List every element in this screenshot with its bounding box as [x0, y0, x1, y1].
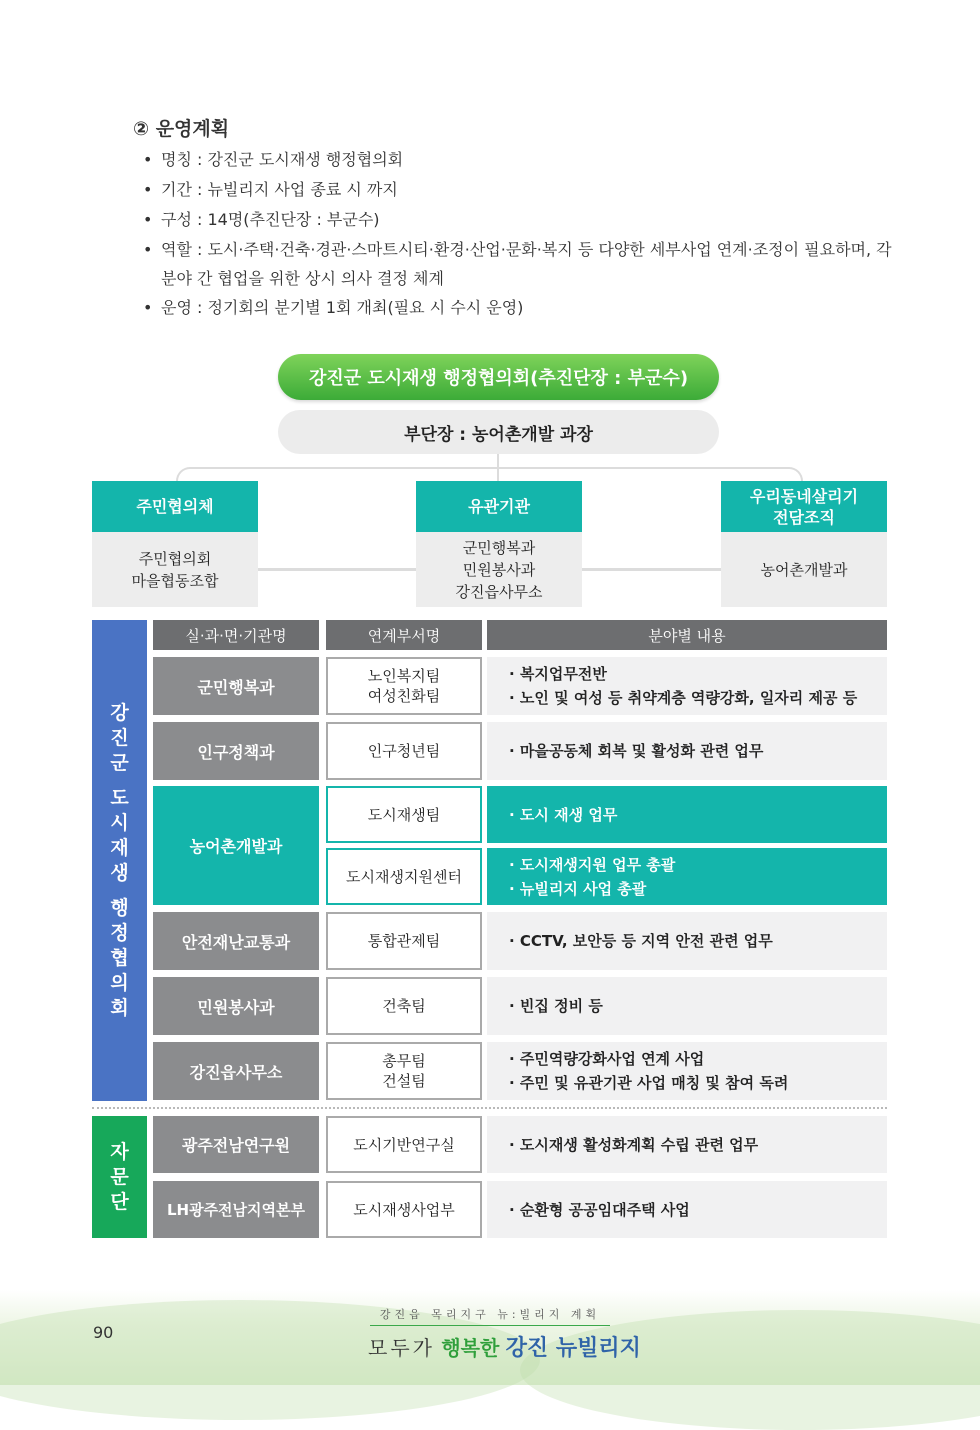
org-cell: LH광주전남지역본부: [153, 1181, 319, 1238]
content-cell: [487, 657, 887, 715]
member-item: 마을협동조합: [131, 571, 219, 590]
org-cell: 군민행복과: [153, 657, 319, 715]
dept-name: 건설팀: [382, 1072, 426, 1090]
side-char: 진: [110, 726, 129, 749]
content-line: · 순환형 공공임대주택 사업: [509, 1200, 690, 1219]
bullet-role: • 역할 : 도시·주택·건축·경관·스마트시티·환경·산업·문화·복지 등 다양한 세부사업 연계·조정이 필요하며, 각 분야 간 협업을 위한 상시 의사 결정 체계: [143, 235, 893, 293]
side-label-council: [92, 620, 147, 1101]
connector-arc: [176, 467, 803, 481]
side-char: 정: [110, 921, 129, 944]
side-char: 생: [110, 861, 129, 884]
dept-cell: [326, 722, 482, 780]
member-item: 강진읍사무소: [455, 582, 543, 601]
content-line: · 도시재생 활성화계획 수립 관련 업무: [509, 1135, 759, 1154]
group-dedicated-org-title: [721, 481, 887, 532]
dept-name: 통합관제팀: [367, 932, 441, 950]
org-cell-highlight: 농어촌개발과: [153, 786, 319, 905]
content-cell: [487, 912, 887, 970]
content-cell-highlight: [487, 848, 887, 905]
side-char: 단: [110, 1190, 129, 1213]
dept-cell: [326, 1042, 482, 1100]
group-dedicated-org-members: [721, 532, 887, 607]
col-header-org: 실·과·면·기관명: [153, 620, 319, 650]
dept-name: 도시재생사업부: [353, 1200, 455, 1219]
group-title-line: 우리동네살리기: [749, 486, 859, 506]
content-line: · 뉴빌리지 사업 총괄: [509, 879, 647, 898]
org-cell: 강진읍사무소: [153, 1042, 319, 1100]
page-number: 90: [93, 1323, 114, 1342]
bullet-operation: • 운영 : 정기회의 분기별 1회 개최(필요 시 수시 운영): [143, 293, 893, 323]
dept-name: 노인복지팀: [367, 667, 441, 685]
group-related-agency-members: [416, 532, 582, 607]
dept-cell: [326, 912, 482, 970]
connector-left: [258, 568, 416, 571]
col-header-dept: 연계부서명: [326, 620, 482, 650]
content-line: · 도시재생지원 업무 총괄: [509, 855, 676, 874]
group-related-agency-title: 유관기관: [416, 481, 582, 532]
content-line: · 노인 및 여성 등 취약계층 역량강화, 일자리 제공 등: [509, 689, 858, 707]
dept-name: 도시재생팀: [367, 805, 441, 824]
side-char: 군: [110, 751, 129, 774]
dept-cell: [326, 786, 482, 843]
content-cell: [487, 977, 887, 1035]
content-cell: [487, 722, 887, 780]
connector-right: [582, 568, 721, 571]
dept-name: 도시기반연구실: [353, 1135, 455, 1154]
dept-name: 도시재생지원센터: [346, 867, 462, 886]
deputy-head-pill: 부단장 : 농어촌개발 과장: [278, 410, 719, 454]
dept-name: 건축팀: [382, 997, 426, 1015]
section-title: ② 운영계획: [133, 118, 230, 140]
content-cell: [487, 1181, 887, 1238]
org-cell: 인구정책과: [153, 722, 319, 780]
side-char: 협: [110, 946, 129, 969]
slogan-part: 모두가: [368, 1336, 435, 1360]
side-char: 의: [110, 971, 129, 994]
dept-name: 여성친화팀: [367, 687, 441, 705]
slogan-part: 행복한: [441, 1336, 500, 1360]
org-cell: 광주전남연구원: [153, 1116, 319, 1173]
member-item: 주민협의회: [138, 549, 212, 568]
content-cell: [487, 1042, 887, 1100]
bullet-name: • 명칭 : 강진군 도시재생 행정협의회: [143, 145, 893, 175]
group-title-line: 전담조직: [773, 507, 835, 527]
org-cell: 민원봉사과: [153, 977, 319, 1035]
side-char: 시: [110, 811, 129, 834]
side-char: 재: [110, 836, 129, 859]
content-cell-highlight: [487, 786, 887, 843]
member-item: 농어촌개발과: [760, 560, 848, 579]
content-line: · CCTV, 보안등 등 지역 안전 관련 업무: [509, 932, 773, 950]
content-cell: [487, 1116, 887, 1173]
side-char: 도: [110, 786, 129, 809]
member-item: 군민행복과: [462, 538, 536, 557]
group-resident-council-members: [92, 532, 258, 607]
side-char: 문: [110, 1165, 129, 1188]
side-char: 회: [110, 996, 129, 1019]
col-header-content: 분야별 내용: [487, 620, 887, 650]
footer-subtitle: 강진읍 목리지구 뉴:빌리지 계획: [379, 1308, 601, 1321]
dept-cell: [326, 1181, 482, 1238]
dept-cell: [326, 848, 482, 905]
footer-slogan: [368, 1331, 641, 1362]
dept-name: 총무팀: [382, 1052, 426, 1070]
group-resident-council-title: 주민협의체: [92, 481, 258, 532]
dept-cell: [326, 1116, 482, 1173]
council-head-pill: 강진군 도시재생 행정협의회(추진단장 : 부군수): [278, 354, 719, 400]
side-char: 행: [110, 896, 129, 919]
member-item: 민원봉사과: [462, 560, 536, 579]
bullet-list: [143, 145, 893, 323]
footer-underline: [370, 1325, 610, 1326]
content-line: · 주민역량강화사업 연계 사업: [509, 1050, 705, 1068]
content-line: · 마을공동체 회복 및 활성화 관련 업무: [509, 742, 764, 760]
content-line: · 주민 및 유관기관 사업 매칭 및 참여 독려: [509, 1074, 789, 1092]
dept-cell: [326, 977, 482, 1035]
section-divider: [92, 1107, 887, 1109]
org-cell: 안전재난교통과: [153, 912, 319, 970]
bullet-composition: • 구성 : 14명(추진단장 : 부군수): [143, 205, 893, 235]
side-char: 강: [110, 701, 129, 724]
content-line: · 복지업무전반: [509, 665, 607, 683]
side-char: 자: [110, 1140, 129, 1163]
content-line: · 빈집 정비 등: [509, 997, 603, 1015]
bullet-period: • 기간 : 뉴빌리지 사업 종료 시 까지: [143, 175, 893, 205]
content-line: · 도시 재생 업무: [509, 805, 618, 824]
side-label-advisory: [92, 1116, 147, 1238]
dept-name: 인구청년팀: [367, 742, 441, 760]
slogan-logo: 강진 뉴빌리지: [505, 1336, 641, 1361]
dept-cell: [326, 657, 482, 715]
